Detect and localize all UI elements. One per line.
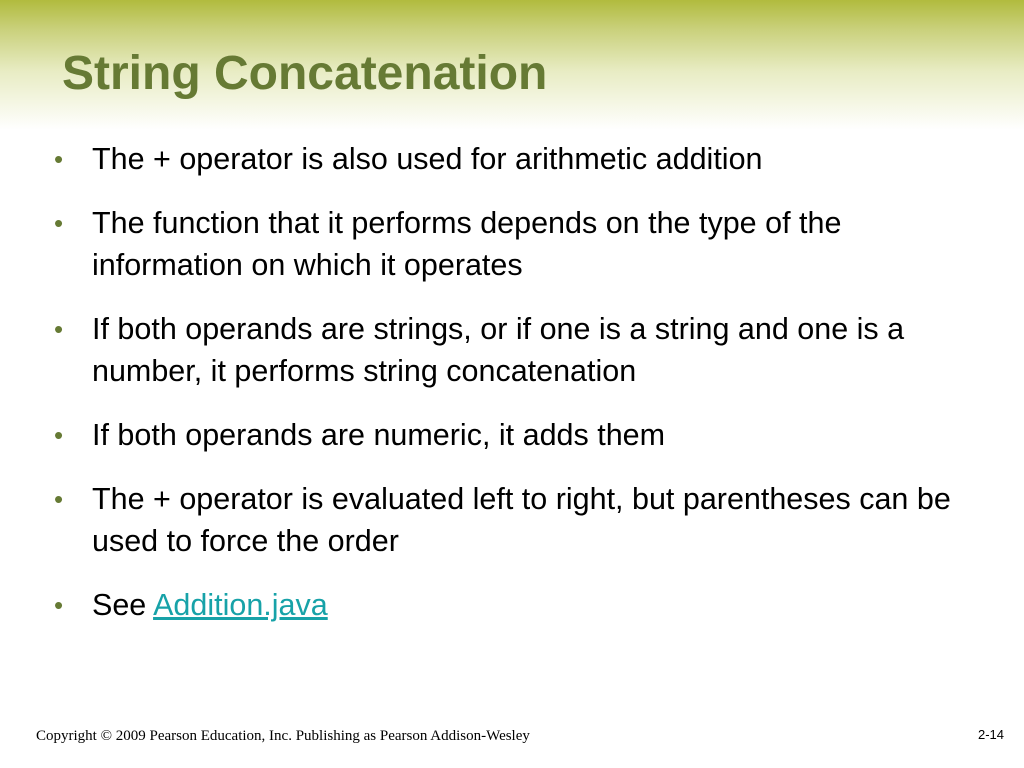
- bullet-item: [54, 138, 954, 180]
- bullet-item: [54, 308, 954, 392]
- see-prefix-text: See: [92, 588, 154, 622]
- bullet-item-see-link: [54, 584, 954, 626]
- bullet-text: The function that it performs depends on the type of the information on which it operates: [92, 206, 842, 282]
- bullet-icon: •: [54, 420, 64, 450]
- bullet-text: The + operator is also used for arithmetic addition: [92, 142, 763, 176]
- bullet-icon: •: [54, 484, 64, 514]
- bullet-icon: •: [54, 314, 64, 344]
- footer-copyright: Copyright © 2009 Pearson Education, Inc. Publishing as Pearson Addison-Wesley: [36, 728, 530, 744]
- bullet-item: [54, 202, 954, 286]
- slide-title: String Concatenation: [62, 47, 548, 100]
- bullet-list: [54, 138, 954, 648]
- bullet-icon: •: [54, 590, 64, 620]
- bullet-icon: •: [54, 144, 64, 174]
- bullet-item: [54, 414, 954, 456]
- bullet-icon: •: [54, 208, 64, 238]
- bullet-text: If both operands are strings, or if one is a string and one is a number, it performs string concatenation: [92, 312, 905, 388]
- bullet-text: The + operator is evaluated left to right, but parentheses can be used to force the order: [92, 482, 951, 558]
- addition-java-link[interactable]: Addition.java: [153, 588, 328, 622]
- bullet-item: [54, 478, 954, 562]
- page-number: 2-14: [977, 727, 1004, 742]
- bullet-text: If both operands are numeric, it adds them: [92, 418, 666, 452]
